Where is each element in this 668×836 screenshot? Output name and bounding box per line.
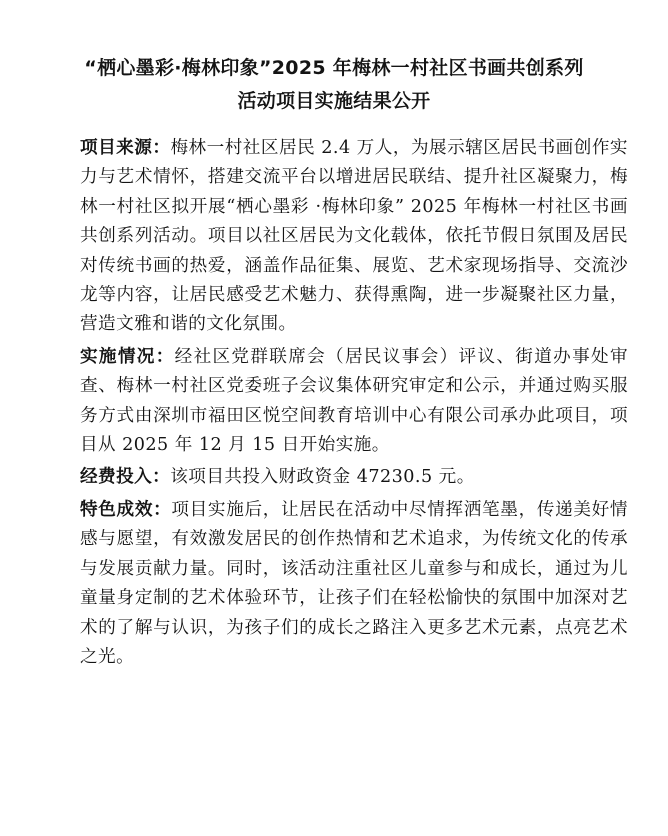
section-results [80, 496, 628, 672]
section-label: 特色成效： [80, 499, 172, 520]
document-title-line-1: “栖心墨彩·梅林印象”2025 年梅林一村社区书画共创系列 [84, 57, 584, 79]
section-implementation [80, 343, 628, 461]
section-label: 项目来源： [80, 138, 171, 158]
document-body [80, 134, 628, 675]
section-text: 该项目共投入财政资金 47230.5 元。 [170, 467, 475, 488]
section-label: 经费投入： [80, 467, 171, 488]
section-text: 梅林一村社区居民 2.4 万人，为展示辖区居民书画创作实力与艺术情怀，搭建交流平台以增进居民联结、提升社区凝聚力，梅林一村社区拟开展“栖心墨彩 ·梅林印象” 2025 年梅林一村社区书画共创系列活动。项目以社区居民为文化载体，依托节假日氛围及居民对传统书画的热爱，涵盖作品征集、展览、艺术家现场指导、交流沙龙等内容，让居民感受艺术魅力、获得熏陶，进一步凝聚社区力量，营造文雅和谐的文化氛围。 [80, 138, 628, 335]
section-funding [80, 463, 628, 492]
section-label: 实施情况： [80, 346, 175, 367]
document-title-line-2: 活动项目实施结果公开 [237, 90, 431, 112]
section-text: 经社区党群联席会（居民议事会）评议、街道办事处审查、梅林一村社区党委班子会议集体研究审定和公示，并通过购买服务方式由深圳市福田区悦空间教育培训中心有限公司承办此项目，项目从 2025 年 12 月 15 日开始实施。 [80, 346, 628, 456]
section-text: 项目实施后，让居民在活动中尽情挥洒笔墨，传递美好情感与愿望，有效激发居民的创作热情和艺术追求，为传统文化的传承与发展贡献力量。同时，该活动注重社区儿童参与和成长，通过为儿童量身定制的艺术体验环节，让孩子们在轻松愉快的氛围中加深对艺术的了解与认识，为孩子们的成长之路注入更多艺术元素，点亮艺术之光。 [80, 499, 628, 667]
section-project-source [80, 134, 628, 340]
